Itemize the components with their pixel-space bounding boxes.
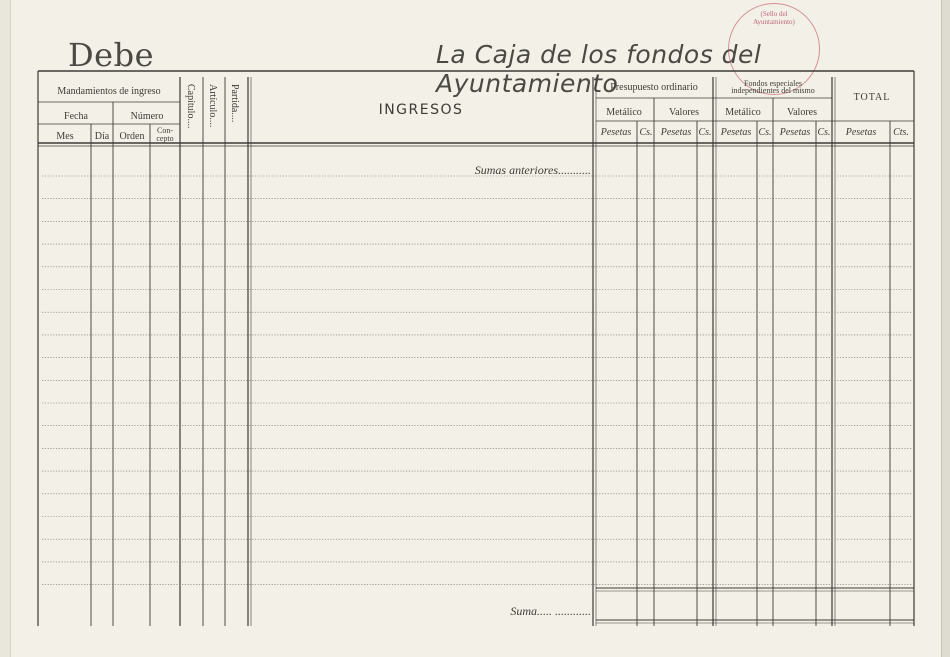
header-presupuesto: Presupuesto ordinario	[610, 82, 698, 93]
header-valores-2: Valores	[787, 107, 817, 118]
header-cs-3: Cs.	[758, 127, 772, 138]
row-suma: Suma..... ............	[510, 604, 591, 618]
header-fecha: Fecha	[64, 111, 88, 122]
header-mes: Mes	[56, 131, 74, 142]
header-pesetas-1: Pesetas	[600, 127, 632, 138]
header-pesetas-5: Pesetas	[845, 127, 877, 138]
header-pesetas-3: Pesetas	[720, 127, 752, 138]
header-fondos-2: independientes del mismo	[731, 86, 815, 95]
header-mandamientos: Mandamientos de ingreso	[57, 86, 161, 97]
header-pesetas-4: Pesetas	[779, 127, 811, 138]
stamp-line-1: (Sello del	[760, 10, 788, 18]
header-fondos-1: Fondos especiales	[744, 79, 802, 88]
header-total: TOTAL	[853, 92, 891, 103]
header-orden: Orden	[119, 131, 145, 142]
header-pesetas-2: Pesetas	[660, 127, 692, 138]
header-metalico-2: Metálico	[725, 107, 761, 118]
header-concepto-1: Con-	[157, 126, 173, 135]
header-cs-4: Cs.	[817, 127, 831, 138]
header-metalico-1: Metálico	[606, 107, 642, 118]
header-numero: Número	[130, 111, 164, 122]
header-partida: Partida....	[229, 84, 240, 123]
header-cts: Cts.	[893, 127, 909, 138]
header-dia: Día	[94, 131, 110, 142]
header-cs-1: Cs.	[639, 127, 653, 138]
header-concepto-2: cepto	[156, 134, 174, 143]
header-valores-1: Valores	[669, 107, 699, 118]
header-capitulo: Capítulo....	[185, 84, 196, 129]
header-articulo: Artículo....	[207, 84, 218, 128]
page-heading-caja: La Caja de los fondos del Ayuntamiento	[436, 40, 762, 98]
row-sumas-anteriores: Sumas anteriores...........	[474, 163, 591, 177]
header-cs-2: Cs.	[698, 127, 712, 138]
stamp-line-2: Ayuntamiento)	[753, 18, 795, 26]
page-heading-debe: Debe	[68, 36, 155, 74]
header-ingresos: INGRESOS	[378, 102, 464, 118]
ledger-row-lines	[42, 176, 912, 585]
